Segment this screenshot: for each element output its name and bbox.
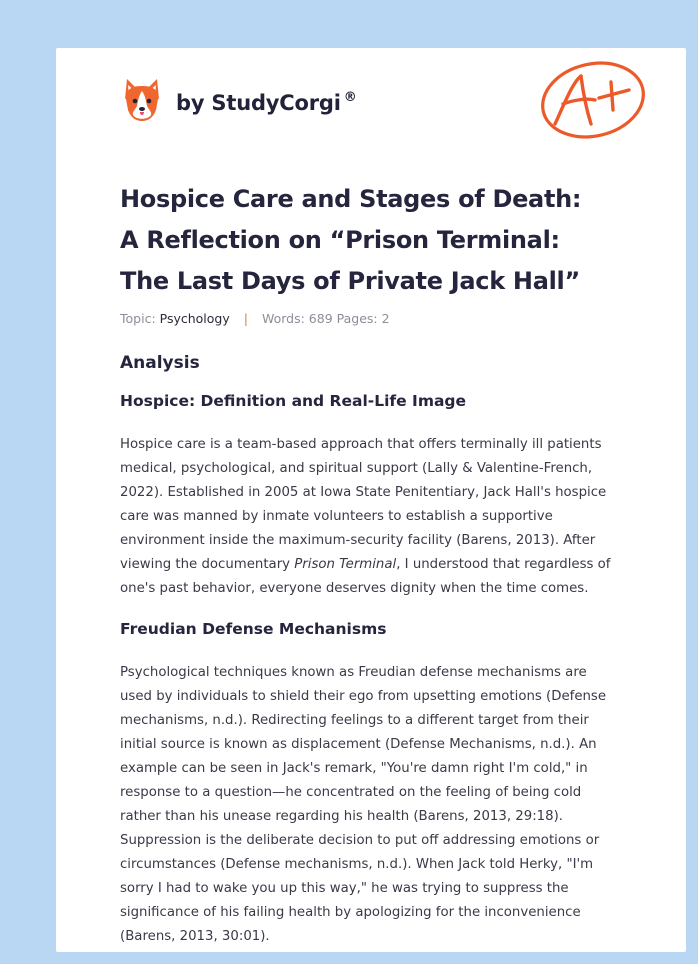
- paragraph-line: [120, 553, 640, 577]
- pages-label: Pages:: [336, 311, 378, 326]
- paragraph-line: sorry I had to wake you up this way," he was trying to suppress the: [120, 881, 569, 896]
- documentary-title: Prison Terminal: [294, 557, 397, 572]
- subsection-heading: Freudian Defense Mechanisms: [120, 620, 387, 638]
- paragraph-line: Psychological techniques known as Freudian defense mechanisms are: [120, 665, 587, 680]
- grade-text: A+: [539, 60, 541, 61]
- brand-name: [176, 91, 357, 115]
- paragraph-line: one's past behavior, everyone deserves dignity when the time comes.: [120, 581, 589, 596]
- section-heading: Analysis: [120, 353, 200, 373]
- pages-value: 2: [381, 311, 390, 326]
- paragraph-line: Suppression is the deliberate decision to put off addressing emotions or: [120, 833, 600, 848]
- title-line: Hospice Care and Stages of Death:: [120, 185, 582, 213]
- paragraph-line: medical, psychological, and spiritual support (Lally & Valentine-French,: [120, 461, 593, 476]
- paragraph-line: initial source is known as displacement (Defense Mechanisms, n.d.). An: [120, 737, 597, 752]
- paragraph-line: circumstances (Defense mechanisms, n.d.). When Jack told Herky, "I'm: [120, 857, 594, 872]
- words-value: 689: [308, 311, 333, 326]
- topic-label: Topic:: [120, 311, 156, 326]
- paragraph-line: care was manned by inmate volunteers to establish a supportive: [120, 509, 553, 524]
- page-title: [120, 179, 640, 302]
- corgi-icon: [122, 77, 162, 123]
- paragraph-line: environment inside the maximum-security facility (Barens, 2013). After: [120, 533, 596, 548]
- paragraph: [120, 433, 640, 601]
- subsection-heading: Hospice: Definition and Real-Life Image: [120, 392, 467, 410]
- meta-separator: |: [243, 311, 248, 326]
- paragraph-line: significance of his failing health by apologizing for the inconvenience: [120, 905, 581, 920]
- brand-logo[interactable]: [122, 76, 357, 124]
- words-label: Words:: [261, 311, 305, 326]
- paragraph-line: used by individuals to shield their ego from upsetting emotions (Defense: [120, 689, 607, 704]
- document-meta: [120, 311, 390, 326]
- title-line: A Reflection on “Prison Terminal:: [120, 226, 560, 254]
- paragraph-line: 2022). Established in 2005 at Iowa State Penitentiary, Jack Hall's hospice: [120, 485, 607, 500]
- paragraph-line: (Barens, 2013, 30:01).: [120, 929, 270, 944]
- paragraph-line: response to a question—he concentrated on the feeling of being cold: [120, 785, 582, 800]
- paragraph-line: example can be seen in Jack's remark, "You're damn right I'm cold," in: [120, 761, 588, 776]
- paragraph-line: Hospice care is a team-based approach that offers terminally ill patients: [120, 437, 602, 452]
- topic-value[interactable]: Psychology: [159, 311, 230, 326]
- line-text: viewing the documentary: [120, 557, 295, 572]
- brand-name-text: by StudyCorgi: [176, 91, 341, 115]
- paragraph: [120, 661, 640, 949]
- paragraph-line: mechanisms, n.d.). Redirecting feelings to a different target from their: [120, 713, 589, 728]
- line-text: , I understood that regardless of: [396, 557, 611, 572]
- grade-badge: [539, 60, 651, 148]
- registered-mark: ®: [343, 90, 357, 105]
- title-line: The Last Days of Private Jack Hall”: [120, 267, 580, 295]
- paragraph-line: rather than his unease regarding his health (Barens, 2013, 29:18).: [120, 809, 564, 824]
- document-page: [56, 48, 686, 952]
